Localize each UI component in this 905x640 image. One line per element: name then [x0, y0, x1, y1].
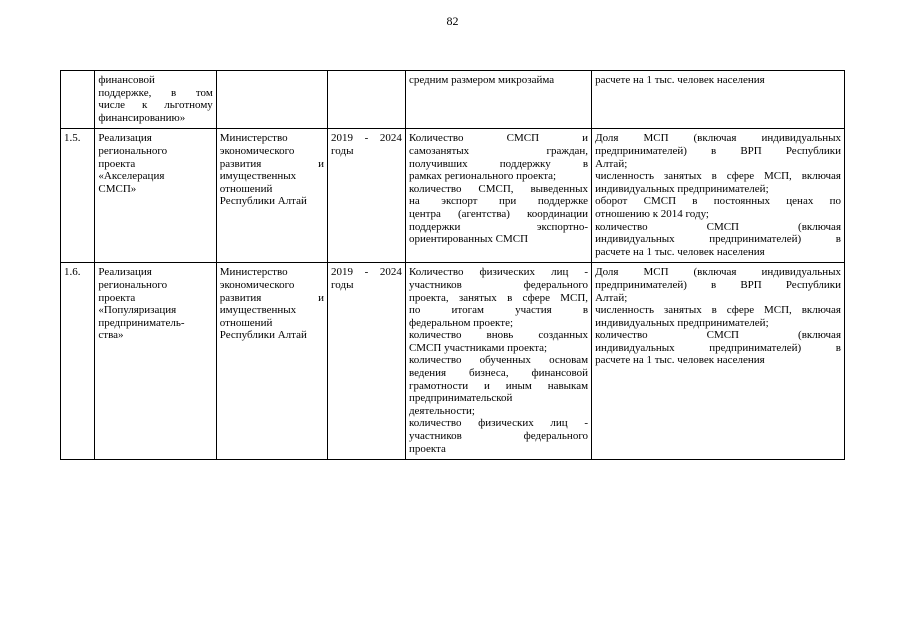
cell-goals: [592, 263, 845, 460]
cell-term: 2019 - 2024 годы: [328, 129, 406, 263]
cell-line: финансовой: [98, 74, 155, 86]
cell-line: Республики Алтай: [219, 329, 307, 342]
table-row: [61, 129, 845, 263]
cell-term: 2019 - 2024 годы: [328, 263, 406, 460]
cell-goals: [592, 71, 845, 129]
cell-line: количество обученных основам: [408, 354, 589, 367]
cell-line: СМСП»: [98, 182, 137, 195]
cell-line: отношению к 2014 году;: [595, 207, 709, 220]
cell-line: Доля МСП (включая индивидуальных: [595, 132, 841, 145]
cell-line: предпринимательской: [408, 392, 513, 405]
cell-line: Министерство: [219, 266, 288, 279]
cell-executor: [216, 71, 327, 129]
cell-line: проекта: [98, 291, 136, 304]
cell-line: количество вновь созданных: [408, 329, 589, 342]
cell-line: количество СМСП (включая: [595, 329, 841, 342]
cell-line: численность занятых в сфере МСП, включая: [595, 304, 841, 317]
cell-number: 1.5.: [61, 129, 95, 263]
cell-line: проекта, занятых в сфере МСП,: [408, 291, 589, 304]
cell-line: предприниматель-: [98, 316, 185, 329]
cell-line: участников федерального: [408, 278, 589, 291]
cell-line: отношений: [219, 182, 273, 195]
cell-line: на экспорт при поддержке: [408, 195, 589, 208]
cell-line: индивидуальных предпринимателей;: [595, 316, 769, 329]
cell-line: численность занятых в сфере МСП, включая: [595, 170, 841, 183]
cell-line: рамках регионального проекта;: [408, 170, 557, 183]
cell-line: ства»: [98, 329, 124, 342]
cell-line: получивших поддержку в: [408, 157, 589, 170]
cell-line: проекта: [408, 442, 446, 455]
cell-goals: [592, 129, 845, 263]
cell-event-name: [95, 71, 216, 129]
cell-line: самозанятых граждан,: [408, 144, 589, 157]
cell-line: «Акселерация: [98, 170, 165, 183]
cell-line: экономического: [219, 278, 295, 291]
cell-line: «Популяризация: [98, 304, 177, 317]
cell-line: СМСП участниками проекта;: [408, 341, 548, 354]
cell-line: развития и: [219, 157, 325, 170]
cell-line: поддержке, в том: [98, 86, 213, 99]
cell-number: 1.6.: [61, 263, 95, 460]
cell-line: регионального: [98, 144, 168, 157]
cell-line: количество физических лиц -: [408, 417, 589, 430]
cell-line: по итогам участия в: [408, 304, 589, 317]
cell-line: проекта: [98, 157, 136, 170]
cell-indicators: [405, 129, 591, 263]
cell-line: расчете на 1 тыс. человек населения: [595, 74, 765, 86]
cell-line: поддержки экспортно-: [408, 220, 589, 233]
cell-indicators: [405, 71, 591, 129]
cell-term: [328, 71, 406, 129]
cell-line: Алтай;: [595, 291, 628, 304]
cell-line: Доля МСП (включая индивидуальных: [595, 266, 841, 279]
cell-line: количество СМСП (включая: [595, 220, 841, 233]
cell-event-name: [95, 263, 216, 460]
cell-line: расчете на 1 тыс. человек населения: [595, 245, 765, 258]
cell-number: [61, 71, 95, 129]
cell-line: экономического: [219, 144, 295, 157]
cell-indicators: [405, 263, 591, 460]
cell-line: числе к льготному: [98, 99, 213, 112]
table-row: [61, 263, 845, 460]
cell-line: отношений: [219, 316, 273, 329]
cell-line: Реализация: [98, 132, 152, 145]
cell-line: ориентированных СМСП: [408, 233, 529, 246]
cell-line: индивидуальных предпринимателей) в: [595, 233, 841, 246]
cell-line: деятельности;: [408, 404, 475, 417]
cell-line: Республики Алтай: [219, 195, 307, 208]
cell-line: ведения бизнеса, финансовой: [408, 367, 589, 380]
cell-line: Количество СМСП и: [408, 132, 589, 145]
cell-line: расчете на 1 тыс. человек населения: [595, 354, 765, 367]
cell-line: предпринимателей) в ВРП Республики: [595, 278, 841, 291]
cell-event-name: [95, 129, 216, 263]
cell-line: Количество физических лиц -: [408, 266, 589, 279]
cell-line: средним размером микрозайма: [408, 74, 555, 86]
cell-line: участников федерального: [408, 430, 589, 443]
page-number: 82: [446, 14, 459, 28]
cell-line: количество СМСП, выведенных: [408, 182, 589, 195]
cell-line: центра (агентства) координации: [408, 207, 589, 220]
cell-line: имущественных: [219, 304, 297, 317]
cell-line: Министерство: [219, 132, 288, 145]
cell-line: развития и: [219, 291, 325, 304]
cell-line: Реализация: [98, 266, 152, 279]
table-row: [61, 71, 845, 129]
cell-line: индивидуальных предпринимателей;: [595, 182, 769, 195]
cell-line: оборот СМСП в постоянных ценах по: [595, 195, 841, 208]
cell-line: регионального: [98, 278, 168, 291]
program-table: [60, 70, 845, 460]
cell-line: грамотности и иным навыкам: [408, 379, 589, 392]
cell-line: имущественных: [219, 170, 297, 183]
cell-executor: [216, 129, 327, 263]
cell-line: Алтай;: [595, 157, 628, 170]
cell-line: финансированию»: [98, 111, 186, 124]
cell-line: предпринимателей) в ВРП Республики: [595, 144, 841, 157]
cell-line: федеральном проекте;: [408, 316, 514, 329]
cell-line: индивидуальных предпринимателей) в: [595, 341, 841, 354]
cell-executor: [216, 263, 327, 460]
